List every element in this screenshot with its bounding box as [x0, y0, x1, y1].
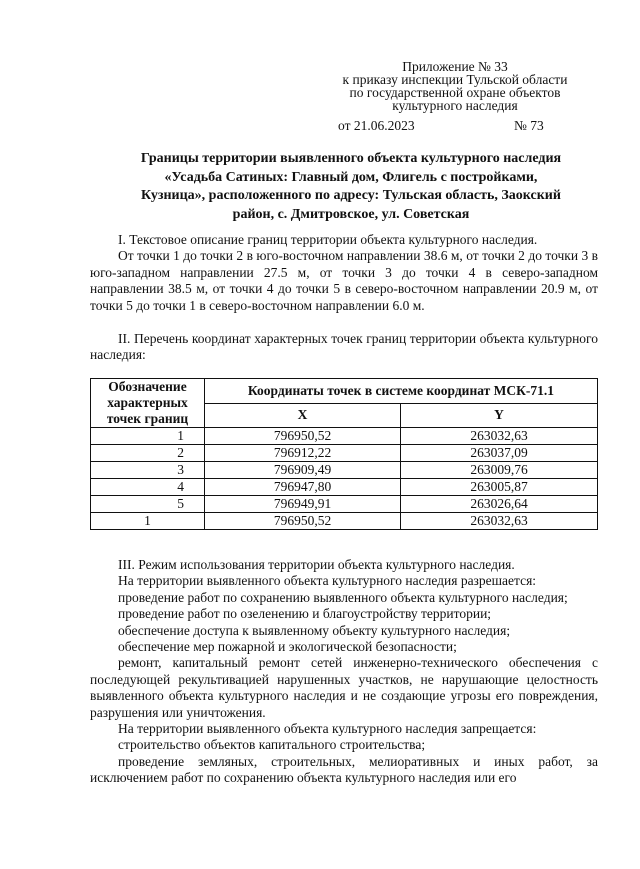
allowed-item: проведение работ по сохранению выявленного объекта культурного наследия;	[118, 589, 568, 605]
point-cell: 2	[91, 445, 205, 462]
table-row	[91, 445, 598, 462]
section-2	[90, 331, 598, 364]
forbidden-item: проведение земляных, строительных, мелиоративных и иных работ, за исключением работ по сохранению объекта культурного наследия или его	[90, 753, 598, 786]
table-row	[91, 462, 598, 479]
x-cell: 796912,22	[205, 445, 401, 462]
x-cell: 796950,52	[205, 513, 401, 530]
point-cell: 5	[91, 496, 205, 513]
table-row	[91, 479, 598, 496]
y-cell: 263032,63	[401, 428, 598, 445]
x-cell: 796909,49	[205, 462, 401, 479]
y-cell: 263005,87	[401, 479, 598, 496]
order-date: от 21.06.2023	[338, 118, 415, 133]
y-cell: 263032,63	[401, 513, 598, 530]
y-cell: 263037,09	[401, 445, 598, 462]
allowed-intro: На территории выявленного объекта культурного наследия разрешается:	[118, 573, 537, 589]
table-header-coords: Координаты точек в системе координат МСК-71.1	[205, 379, 598, 404]
forbidden-intro: На территории выявленного объекта культурного наследия запрещается:	[118, 721, 537, 737]
appendix-header	[320, 60, 590, 112]
section-1	[90, 232, 598, 314]
x-cell: 796949,91	[205, 496, 401, 513]
table-header-y: Y	[401, 403, 598, 428]
table-row	[91, 428, 598, 445]
order-number: № 73	[514, 118, 544, 133]
section-heading: III. Режим использования территории объекта культурного наследия.	[118, 557, 515, 572]
title-line: «Усадьба Сатиных: Главный дом, Флигель с постройками,	[164, 169, 538, 185]
table-header-points: Обозначение характерных точек границ	[91, 379, 205, 428]
title-line: Кузница», расположенного по адресу: Тульская область, Заокский	[141, 188, 561, 203]
forbidden-item: строительство объектов капитального строительства;	[118, 737, 426, 753]
appendix-line: к приказу инспекции Тульской области	[342, 72, 568, 87]
allowed-item: обеспечение доступа к выявленному объекту культурного наследия;	[118, 622, 511, 638]
point-cell: 1	[91, 513, 205, 530]
appendix-line: по государственной охране объектов	[349, 85, 561, 100]
allowed-item: проведение работ по озеленению и благоустройству территории;	[118, 606, 492, 622]
table-row	[91, 513, 598, 530]
section-3	[90, 557, 598, 787]
appendix-title: Приложение № 33	[402, 59, 508, 74]
x-cell: 796950,52	[205, 428, 401, 445]
boundary-description: От точки 1 до точки 2 в юго-восточном направлении 38.6 м, от точки 2 до точки 3 в юго-западном направлении 27.5 м, от точки 3 до точки 4 в северо-западном направлении 38.5 м, от точки 4 до точки 5 в северо-восточном направлении 20.9 м, от точки 5 до точки 1 в северо-восточном направлении 6.0 м.	[90, 248, 598, 313]
title-line: район, с. Дмитровское, ул. Советская	[232, 206, 470, 222]
y-cell: 263009,76	[401, 462, 598, 479]
point-cell: 1	[91, 428, 205, 445]
y-cell: 263026,64	[401, 496, 598, 513]
document-title	[96, 150, 606, 224]
allowed-item: обеспечение мер пожарной и экологической безопасности;	[118, 639, 457, 655]
section-heading: II. Перечень координат характерных точек границ территории объекта культурного наследия:	[90, 331, 598, 363]
point-cell: 3	[91, 462, 205, 479]
coordinates-table	[90, 378, 598, 530]
x-cell: 796947,80	[205, 479, 401, 496]
allowed-item: ремонт, капитальный ремонт сетей инженерно-технического обеспечения с последующей рекультивацией нарушенных участков, не нарушающие целостность выявленного объекта культурного наследия и не создающие угрозы его повреждения, разрушения или уничтожения.	[90, 655, 598, 720]
appendix-line: культурного наследия	[392, 98, 518, 113]
point-cell: 4	[91, 479, 205, 496]
table-header-x: X	[205, 403, 401, 428]
table-row	[91, 496, 598, 513]
title-line: Границы территории выявленного объекта культурного наследия	[140, 151, 562, 166]
section-heading: I. Текстовое описание границ территории объекта культурного наследия.	[118, 232, 538, 247]
